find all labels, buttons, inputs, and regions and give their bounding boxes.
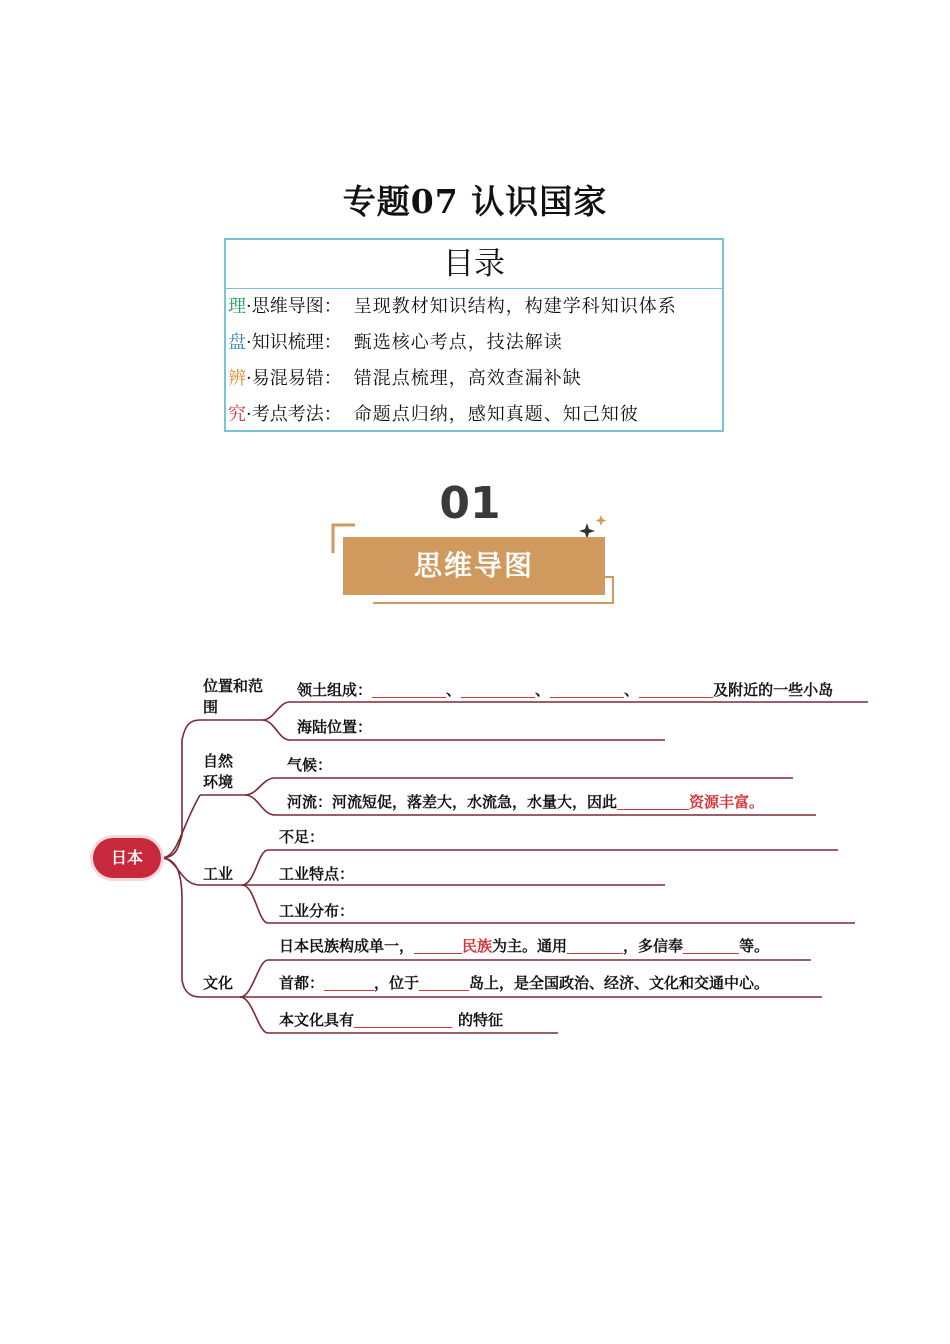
- section-number: 01: [439, 478, 501, 529]
- banner-label: 思维导图: [413, 549, 534, 582]
- blank-nation[interactable]: [414, 938, 462, 954]
- toc-section: 思维导图：: [251, 296, 342, 317]
- leaf-territory: [297, 679, 833, 700]
- nation-red-text: 民族: [462, 937, 493, 955]
- blank-1[interactable]: [372, 682, 446, 698]
- leaf-nation: [279, 935, 769, 956]
- toc-description: 错混点梳理，高效查漏补缺: [353, 368, 582, 389]
- separator: 、: [535, 681, 551, 699]
- connector-root-culture: [161, 858, 200, 997]
- connector-root-nature: [161, 795, 200, 858]
- toc-description: 呈现教材知识结构，构建学科知识体系: [353, 296, 677, 317]
- branch-nature: 自然环境: [203, 752, 234, 791]
- mindmap-root: 日本: [93, 838, 161, 878]
- nation-suffix: 等。: [739, 937, 770, 955]
- river-red-text: 资源丰富。: [689, 793, 765, 811]
- territory-suffix: 及附近的一些小岛: [713, 681, 834, 699]
- culture-label: 本文化具有: [279, 1011, 355, 1029]
- blank-4[interactable]: [639, 682, 713, 698]
- leaf-industry-distribution: 工业分布：: [279, 902, 355, 920]
- blank-religion[interactable]: [683, 938, 739, 954]
- toc-row: 辨·易混易错： 错混点梳理，高效查漏补缺: [228, 368, 582, 389]
- toc-marker: 究: [228, 404, 246, 425]
- leaf-sea-land: 海陆位置：: [297, 718, 373, 736]
- branch-culture: 文化: [203, 974, 234, 992]
- culture-suffix: 的特征: [458, 1011, 504, 1029]
- leaf-culture-features: [279, 1009, 503, 1030]
- leaf-river: [287, 791, 764, 812]
- capital-label: 首都：: [279, 974, 325, 992]
- branch-industry: 工业: [203, 865, 234, 883]
- nation-mid-1: 为主。通用: [492, 937, 568, 955]
- toc-marker: 盘: [228, 332, 246, 353]
- capital-suffix: 岛上，是全国政治、经济、文化和交通中心。: [469, 974, 770, 992]
- separator: 、: [446, 681, 462, 699]
- toc-section: 知识梳理：: [251, 332, 342, 353]
- toc-row: 理·思维导图： 呈现教材知识结构，构建学科知识体系: [228, 296, 677, 317]
- blank-language[interactable]: [567, 938, 623, 954]
- blank-island[interactable]: [419, 975, 469, 991]
- page-title: 专题07 认识国家: [342, 182, 608, 221]
- blank-2[interactable]: [461, 682, 535, 698]
- toc-description: 命题点归纳，感知真题、知己知彼: [353, 404, 639, 425]
- blank-culture[interactable]: [354, 1012, 452, 1028]
- toc-section: 易混易错：: [251, 368, 342, 389]
- leaf-shortage: 不足：: [279, 828, 325, 846]
- toc-row: 究·考点考法： 命题点归纳，感知真题、知己知彼: [228, 404, 639, 425]
- toc-marker: 辨: [228, 368, 246, 389]
- leaf-capital: [279, 972, 769, 993]
- river-text: 河流：河流短促，落差大，水流急，水量大，因此: [287, 793, 618, 811]
- separator: 、: [624, 681, 640, 699]
- blank-river[interactable]: [617, 794, 689, 810]
- toc-heading: 目录: [226, 240, 722, 289]
- leaf-climate: 气候：: [287, 756, 333, 774]
- capital-mid: ，位于: [374, 974, 420, 992]
- nation-text: 日本民族构成单一，: [279, 937, 415, 955]
- toc-marker: 理: [228, 296, 246, 317]
- toc-row: 盘·知识梳理： 甄选核心考点，技法解读: [228, 332, 563, 353]
- toc-section: 考点考法：: [251, 404, 342, 425]
- blank-3[interactable]: [550, 682, 624, 698]
- toc-description: 甄选核心考点，技法解读: [353, 332, 563, 353]
- leaf-industry-features: 工业特点：: [279, 865, 355, 883]
- nation-mid-2: ，多信奉: [623, 937, 684, 955]
- blank-capital[interactable]: [324, 975, 374, 991]
- branch-position: 位置和范围: [203, 677, 264, 716]
- territory-label: 领土组成：: [297, 681, 373, 699]
